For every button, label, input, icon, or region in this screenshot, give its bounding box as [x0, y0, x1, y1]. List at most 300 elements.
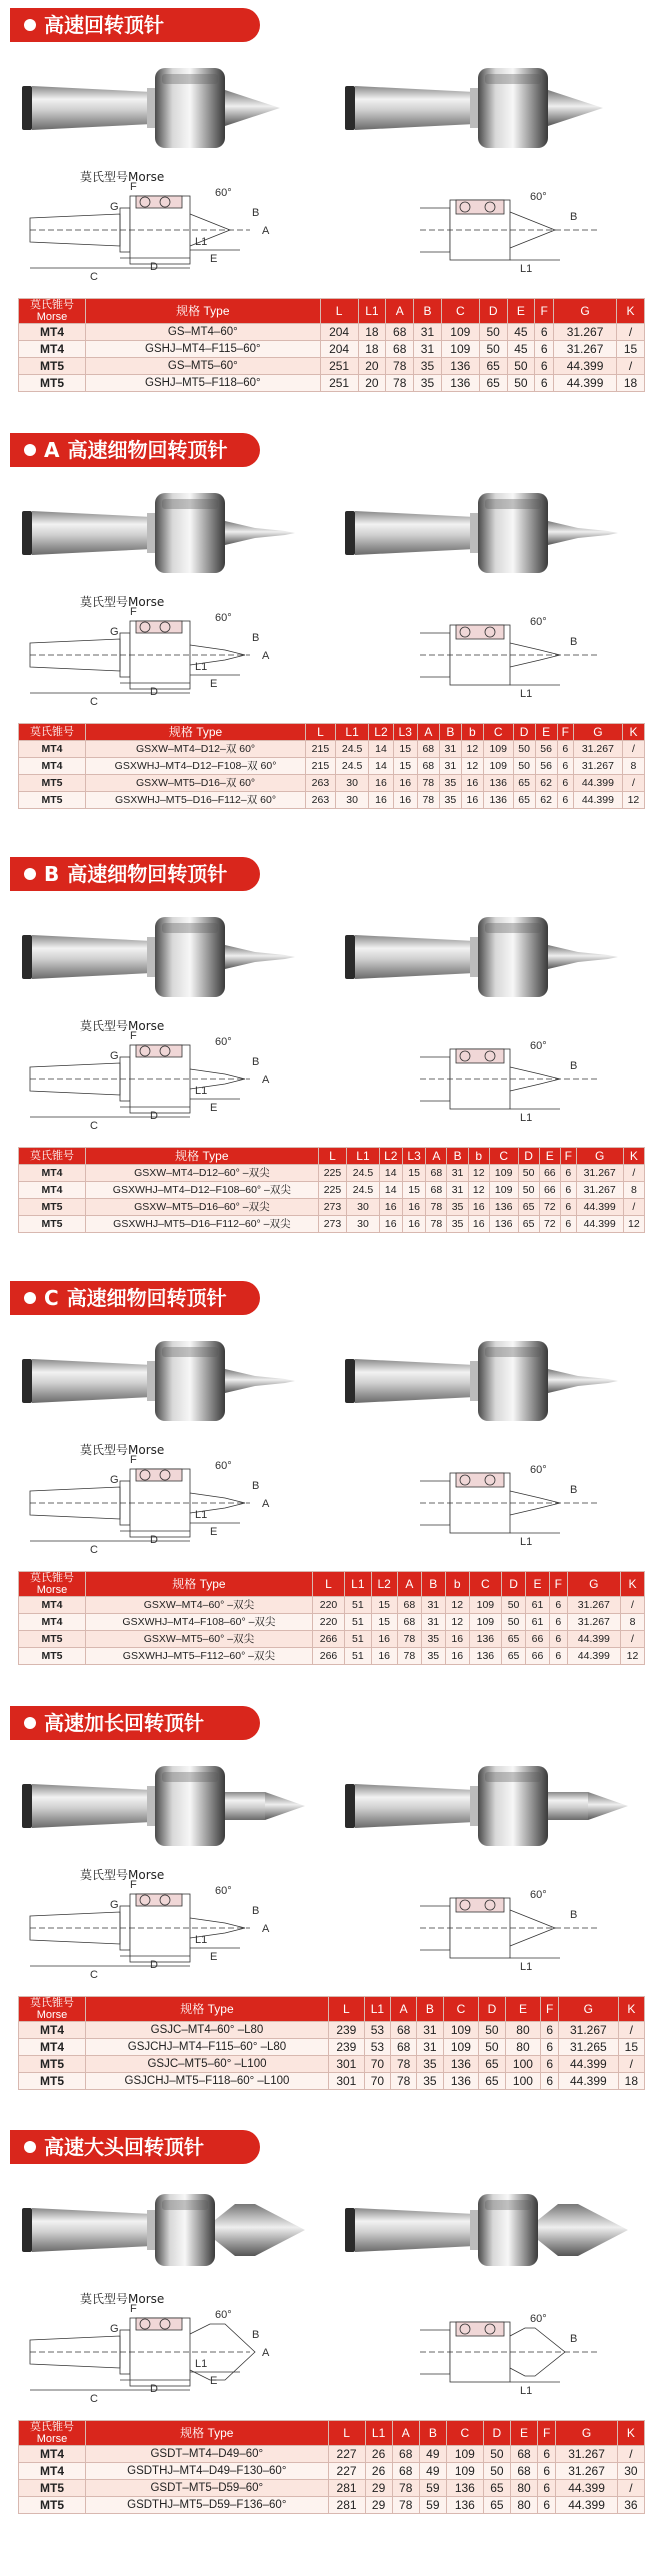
table-row: [19, 2073, 645, 2090]
value-cell: 225: [318, 1182, 347, 1199]
dim-label-c: C: [90, 2393, 98, 2405]
value-cell: 31.267: [556, 2446, 618, 2463]
value-cell: 14: [379, 1165, 402, 1182]
table-row: [19, 1199, 645, 1216]
column-header: 莫氏锥号 Morse: [19, 1572, 86, 1597]
value-cell: 72: [539, 1216, 560, 1233]
value-cell: 109: [443, 2039, 479, 2056]
dim-label-d: D: [150, 1959, 158, 1971]
dim-label-d: D: [150, 1534, 158, 1546]
value-cell: 59: [419, 2480, 446, 2497]
value-cell: 225: [318, 1165, 347, 1182]
value-cell: 65: [479, 375, 507, 392]
technical-drawing-right: [420, 616, 600, 700]
morse-cell: MT4: [19, 758, 86, 775]
table-header-row: [19, 299, 645, 324]
value-cell: 263: [306, 792, 336, 809]
product-photo-left: [22, 2194, 305, 2266]
dim-label-g: G: [110, 1474, 119, 1486]
value-cell: 16: [445, 1631, 469, 1648]
column-header: C: [469, 1572, 501, 1597]
column-header: A: [417, 724, 439, 741]
value-cell: 50: [483, 2463, 510, 2480]
value-cell: 44.399: [576, 1199, 623, 1216]
technical-drawing-right: [420, 2313, 600, 2397]
dim-label-d: D: [150, 1110, 158, 1122]
value-cell: 6: [549, 1597, 567, 1614]
angle-label: 60°: [530, 2313, 547, 2325]
value-cell: 6: [538, 2463, 556, 2480]
value-cell: 78: [426, 1216, 447, 1233]
value-cell: 6: [538, 2497, 556, 2514]
value-cell: 15: [371, 1597, 397, 1614]
angle-label: 60°: [215, 612, 232, 624]
value-cell: 273: [318, 1199, 347, 1216]
column-header: E: [507, 299, 535, 324]
section-title-text: 高速大头回转顶针: [44, 2135, 204, 2159]
column-header: G: [554, 299, 617, 324]
dim-label-c: C: [90, 1969, 98, 1981]
value-cell: 6: [560, 1182, 576, 1199]
value-cell: 68: [386, 324, 414, 341]
type-cell: GSXW–MT5–D16–60° –双尖: [86, 1199, 319, 1216]
dim-label-g: G: [110, 201, 119, 213]
dim-label-l1: L1: [195, 236, 208, 248]
value-cell: 6: [549, 1631, 567, 1648]
value-cell: 8: [623, 1182, 644, 1199]
value-cell: 204: [320, 324, 358, 341]
value-cell: 215: [306, 741, 336, 758]
value-cell: 16: [468, 1216, 489, 1233]
value-cell: 53: [364, 2022, 390, 2039]
column-header: C: [489, 1148, 518, 1165]
value-cell: 31.267: [554, 341, 617, 358]
table-row: [19, 2446, 645, 2463]
dim-label-l1: L1: [195, 2358, 208, 2370]
dim-label-b: B: [570, 636, 578, 648]
value-cell: 24.5: [335, 741, 369, 758]
type-cell: GSXWHJ–MT5–D16–F112–60° –双尖: [86, 1216, 319, 1233]
dim-label-b: B: [570, 1909, 578, 1921]
value-cell: 15: [393, 741, 417, 758]
column-header: A: [426, 1148, 447, 1165]
value-cell: 14: [369, 758, 393, 775]
value-cell: 12: [468, 1182, 489, 1199]
value-cell: 66: [539, 1165, 560, 1182]
column-header: K: [617, 2421, 644, 2446]
morse-cell: MT5: [19, 2480, 86, 2497]
value-cell: 6: [541, 2022, 559, 2039]
table-row: [19, 1165, 645, 1182]
value-cell: 65: [483, 2497, 510, 2514]
dim-label-b: B: [252, 1056, 260, 1068]
type-cell: GSXWHJ–MT5–D16–F112–双 60°: [86, 792, 306, 809]
value-cell: 16: [393, 792, 417, 809]
value-cell: 6: [535, 358, 554, 375]
morse-cell: MT5: [19, 1648, 86, 1665]
value-cell: 44.399: [554, 375, 617, 392]
section-prefix: B: [44, 862, 60, 886]
column-header: D: [502, 1572, 526, 1597]
column-header: D: [513, 724, 535, 741]
column-header: B: [417, 1997, 443, 2022]
value-cell: 18: [618, 2073, 644, 2090]
value-cell: 35: [439, 792, 461, 809]
morse-cell: MT4: [19, 2446, 86, 2463]
value-cell: 44.399: [554, 358, 617, 375]
value-cell: 66: [526, 1648, 550, 1665]
value-cell: 136: [441, 375, 479, 392]
value-cell: 31.267: [556, 2463, 618, 2480]
value-cell: 136: [443, 2056, 479, 2073]
value-cell: 16: [461, 792, 483, 809]
dim-label-e: E: [210, 1102, 218, 1114]
value-cell: 266: [312, 1631, 344, 1648]
value-cell: 66: [526, 1631, 550, 1648]
product-photo-left: [22, 493, 295, 573]
type-cell: GSXWHJ–MT4–F108–60° –双尖: [86, 1614, 313, 1631]
table-row: [19, 2056, 645, 2073]
value-cell: 263: [306, 775, 336, 792]
morse-cell: MT4: [19, 324, 86, 341]
column-header: L: [312, 1572, 344, 1597]
value-cell: 18: [358, 341, 386, 358]
product-section: [0, 8, 663, 428]
value-cell: 18: [358, 324, 386, 341]
product-section: [0, 857, 663, 1277]
value-cell: 31.267: [576, 1165, 623, 1182]
spec-table: [18, 723, 645, 809]
value-cell: 80: [505, 2022, 541, 2039]
value-cell: 50: [479, 324, 507, 341]
value-cell: 68: [417, 741, 439, 758]
column-header: B: [419, 2421, 446, 2446]
value-cell: 109: [483, 758, 513, 775]
section-title: [10, 433, 260, 467]
morse-cell: MT5: [19, 792, 86, 809]
value-cell: 220: [312, 1614, 344, 1631]
column-header: L1: [347, 1148, 379, 1165]
type-cell: GSJCHJ–MT4–F115–60° –L80: [86, 2039, 329, 2056]
value-cell: 109: [469, 1614, 501, 1631]
value-cell: 220: [312, 1597, 344, 1614]
value-cell: /: [622, 741, 644, 758]
dim-label-l1: L1: [520, 1112, 533, 1124]
value-cell: 68: [417, 758, 439, 775]
column-header: E: [510, 2421, 537, 2446]
value-cell: 16: [379, 1216, 402, 1233]
column-header: b: [468, 1148, 489, 1165]
product-section: [0, 1706, 663, 2126]
value-cell: 70: [364, 2056, 390, 2073]
angle-label: 60°: [215, 187, 232, 199]
morse-cell: MT4: [19, 1165, 86, 1182]
value-cell: 20: [358, 375, 386, 392]
value-cell: 6: [541, 2039, 559, 2056]
product-photo-left: [22, 917, 295, 997]
table-row: [19, 1597, 645, 1614]
dim-label-e: E: [210, 253, 218, 265]
column-header: A: [392, 2421, 419, 2446]
dim-label-b: B: [252, 2329, 260, 2341]
technical-drawings: [0, 1441, 663, 1566]
column-header: G: [556, 2421, 618, 2446]
value-cell: 80: [505, 2039, 541, 2056]
value-cell: 31.267: [554, 324, 617, 341]
table-row: [19, 1648, 645, 1665]
product-photo-right: [345, 1766, 628, 1846]
value-cell: 16: [461, 775, 483, 792]
table-row: [19, 2039, 645, 2056]
value-cell: 51: [345, 1614, 371, 1631]
value-cell: 50: [518, 1165, 539, 1182]
value-cell: 136: [483, 792, 513, 809]
value-cell: 66: [539, 1182, 560, 1199]
type-cell: GSXW–MT5–60° –双尖: [86, 1631, 313, 1648]
value-cell: 100: [505, 2056, 541, 2073]
column-header: F: [549, 1572, 567, 1597]
value-cell: 65: [513, 792, 535, 809]
product-photo-right: [345, 1341, 618, 1421]
table-row: [19, 2480, 645, 2497]
value-cell: 78: [386, 375, 414, 392]
column-header: F: [560, 1148, 576, 1165]
value-cell: 29: [365, 2497, 392, 2514]
dim-label-l1: L1: [520, 688, 533, 700]
dim-label-g: G: [110, 1050, 119, 1062]
value-cell: 15: [402, 1182, 425, 1199]
value-cell: 35: [414, 358, 442, 375]
table-row: [19, 1216, 645, 1233]
column-header: K: [620, 1572, 644, 1597]
value-cell: 15: [402, 1165, 425, 1182]
column-header: 规格 Type: [86, 1997, 329, 2022]
morse-cell: MT4: [19, 1182, 86, 1199]
column-header: B: [421, 1572, 445, 1597]
value-cell: 109: [469, 1597, 501, 1614]
column-header: B: [447, 1148, 468, 1165]
column-header: 规格 Type: [86, 299, 321, 324]
value-cell: 68: [392, 2463, 419, 2480]
value-cell: 70: [364, 2073, 390, 2090]
value-cell: 239: [328, 2022, 364, 2039]
value-cell: 31: [414, 341, 442, 358]
value-cell: /: [618, 2056, 644, 2073]
column-header: A: [391, 1997, 417, 2022]
spec-table: [18, 1571, 645, 1665]
value-cell: 44.399: [559, 2073, 619, 2090]
value-cell: 12: [461, 741, 483, 758]
dim-label-a: A: [262, 225, 270, 237]
type-cell: GSXWHJ–MT4–D12–F108–双 60°: [86, 758, 306, 775]
morse-label: 莫氏型号Morse: [80, 170, 165, 184]
value-cell: 15: [371, 1614, 397, 1631]
column-header: 莫氏锥号 Morse: [19, 2421, 86, 2446]
product-photos: [0, 1323, 663, 1438]
column-header: G: [567, 1572, 620, 1597]
value-cell: 49: [419, 2463, 446, 2480]
value-cell: 78: [391, 2056, 417, 2073]
table-row: [19, 1182, 645, 1199]
angle-label: 60°: [530, 616, 547, 628]
dim-label-b: B: [570, 1060, 578, 1072]
column-header: L2: [371, 1572, 397, 1597]
table-row: [19, 1631, 645, 1648]
morse-cell: MT5: [19, 2497, 86, 2514]
value-cell: 18: [617, 375, 645, 392]
value-cell: 15: [618, 2039, 644, 2056]
morse-cell: MT5: [19, 1216, 86, 1233]
section-title-text: 高速细物回转顶针: [67, 438, 228, 462]
table-row: [19, 741, 645, 758]
morse-label: 莫氏型号Morse: [80, 1443, 165, 1457]
value-cell: 51: [345, 1597, 371, 1614]
value-cell: 31.267: [567, 1597, 620, 1614]
title-bullet-icon: [24, 444, 36, 456]
value-cell: 68: [391, 2022, 417, 2039]
dim-label-l1: L1: [520, 1961, 533, 1973]
value-cell: 136: [446, 2497, 483, 2514]
angle-label: 60°: [530, 1040, 547, 1052]
dim-label-a: A: [262, 1498, 270, 1510]
value-cell: 204: [320, 341, 358, 358]
column-header: B: [414, 299, 442, 324]
value-cell: 50: [507, 375, 535, 392]
value-cell: 6: [557, 775, 573, 792]
section-title: [10, 8, 260, 42]
type-cell: GSXW–MT4–60° –双尖: [86, 1597, 313, 1614]
title-bullet-icon: [24, 2141, 36, 2153]
dim-label-e: E: [210, 1526, 218, 1538]
product-photo-left: [22, 1766, 305, 1846]
value-cell: 35: [414, 375, 442, 392]
column-header: C: [446, 2421, 483, 2446]
angle-label: 60°: [215, 2309, 232, 2321]
value-cell: 51: [345, 1648, 371, 1665]
value-cell: 44.399: [576, 1216, 623, 1233]
value-cell: 50: [502, 1597, 526, 1614]
value-cell: 78: [392, 2497, 419, 2514]
column-header: 莫氏锥号: [19, 1148, 86, 1165]
value-cell: /: [617, 324, 645, 341]
column-header: L1: [345, 1572, 371, 1597]
value-cell: 16: [393, 775, 417, 792]
value-cell: 24.5: [335, 758, 369, 775]
value-cell: 6: [535, 341, 554, 358]
value-cell: 109: [441, 341, 479, 358]
table-row: [19, 792, 645, 809]
value-cell: 50: [479, 2022, 505, 2039]
column-header: D: [479, 1997, 505, 2022]
column-header: E: [505, 1997, 541, 2022]
section-title: [10, 1706, 260, 1740]
value-cell: 26: [365, 2446, 392, 2463]
angle-label: 60°: [530, 1889, 547, 1901]
value-cell: /: [623, 1165, 644, 1182]
morse-label: 莫氏型号Morse: [80, 1868, 165, 1882]
type-cell: GSHJ–MT4–F115–60°: [86, 341, 321, 358]
dim-label-b: B: [570, 2333, 578, 2345]
value-cell: 251: [320, 358, 358, 375]
value-cell: 31: [421, 1597, 445, 1614]
product-photo-right: [345, 917, 618, 997]
morse-cell: MT4: [19, 1597, 86, 1614]
dim-label-c: C: [90, 696, 98, 708]
dim-label-e: E: [210, 2375, 218, 2387]
dim-label-b: B: [252, 632, 260, 644]
value-cell: 31.267: [567, 1614, 620, 1631]
dim-label-l1: L1: [195, 661, 208, 673]
value-cell: 65: [502, 1648, 526, 1665]
value-cell: 50: [502, 1614, 526, 1631]
technical-drawing-left: [30, 1454, 270, 1556]
technical-drawings: [0, 1017, 663, 1142]
value-cell: 68: [391, 2039, 417, 2056]
value-cell: 6: [560, 1199, 576, 1216]
technical-drawing-left: [30, 1030, 270, 1132]
column-header: K: [623, 1148, 644, 1165]
value-cell: 65: [502, 1631, 526, 1648]
product-photo-right: [345, 493, 618, 573]
column-header: A: [386, 299, 414, 324]
table-row: [19, 375, 645, 392]
value-cell: 30: [617, 2463, 644, 2480]
type-cell: GSDT–MT5–D59–60°: [86, 2480, 329, 2497]
value-cell: 31: [439, 741, 461, 758]
value-cell: /: [617, 2480, 644, 2497]
product-section: [0, 1281, 663, 1701]
dim-label-l1: L1: [195, 1934, 208, 1946]
value-cell: 136: [483, 775, 513, 792]
value-cell: 35: [439, 775, 461, 792]
product-photos: [0, 50, 663, 165]
value-cell: 109: [443, 2022, 479, 2039]
section-title: [10, 857, 260, 891]
value-cell: 50: [507, 358, 535, 375]
value-cell: 12: [461, 758, 483, 775]
morse-label: 莫氏型号Morse: [80, 2292, 165, 2306]
value-cell: 16: [369, 792, 393, 809]
morse-cell: MT5: [19, 1199, 86, 1216]
morse-cell: MT4: [19, 741, 86, 758]
value-cell: 281: [328, 2497, 365, 2514]
dim-label-b: B: [252, 1905, 260, 1917]
value-cell: 53: [364, 2039, 390, 2056]
value-cell: 109: [489, 1182, 518, 1199]
value-cell: 16: [379, 1199, 402, 1216]
value-cell: 16: [371, 1648, 397, 1665]
table-header-row: [19, 1572, 645, 1597]
dim-label-a: A: [262, 650, 270, 662]
technical-drawings: [0, 168, 663, 293]
dim-label-l1: L1: [520, 2385, 533, 2397]
column-header: L1: [365, 2421, 392, 2446]
value-cell: 62: [535, 792, 557, 809]
value-cell: 65: [518, 1199, 539, 1216]
dim-label-c: C: [90, 1544, 98, 1556]
angle-label: 60°: [530, 191, 547, 203]
spec-table: [18, 1147, 645, 1233]
product-photos: [0, 2172, 663, 2287]
product-section: [0, 2130, 663, 2550]
type-cell: GSXW–MT4–D12–双 60°: [86, 741, 306, 758]
value-cell: 24.5: [347, 1165, 379, 1182]
type-cell: GSJCHJ–MT5–F118–60° –L100: [86, 2073, 329, 2090]
value-cell: 6: [541, 2073, 559, 2090]
technical-drawing-right: [420, 1464, 600, 1548]
value-cell: 80: [510, 2497, 537, 2514]
value-cell: 31: [439, 758, 461, 775]
